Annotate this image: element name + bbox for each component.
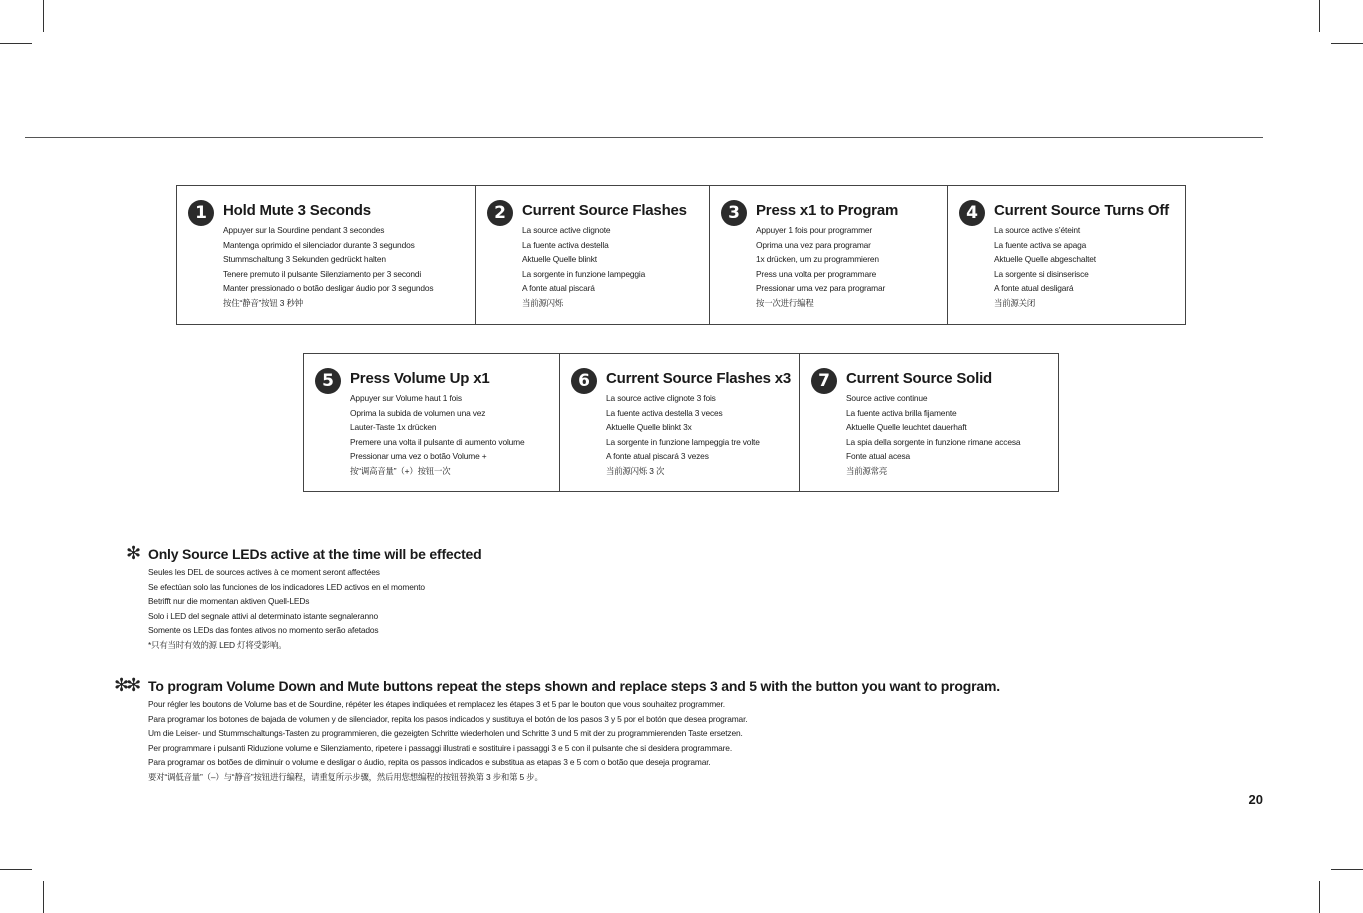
step-number-badge: 4 xyxy=(959,200,985,226)
translation-line: La fuente activa destella xyxy=(522,239,609,250)
crop-mark xyxy=(1331,869,1363,870)
translation-line: La fuente activa destella 3 veces xyxy=(606,407,723,418)
translation-line: Para programar los botones de bajada de volumen y de silenciador, repita los pasos indicados y sustituya el botón de los pasos 3 y 5 por el botón que desea programar. xyxy=(148,713,748,724)
translation-line: 要对“调低音量”（–）与“静音”按钮进行编程，请重复所示步骤，然后用您想编程的按钮替换第 3 步和第 5 步。 xyxy=(148,771,543,782)
step-6 xyxy=(559,354,799,491)
asterisk-icon: ✻ xyxy=(126,543,139,564)
crop-mark xyxy=(1331,43,1363,44)
steps-row-1 xyxy=(176,185,1186,325)
translation-line: La sorgente in funzione lampeggia xyxy=(522,268,646,279)
crop-mark xyxy=(43,881,44,913)
step-7 xyxy=(799,354,1058,491)
footnote-translations xyxy=(148,697,1000,785)
crop-mark xyxy=(0,869,32,870)
translation-line: Manter pressionado o botão desligar áudio por 3 segundos xyxy=(223,283,434,294)
translation-line: Pressionar uma vez o botão Volume + xyxy=(350,451,487,462)
crop-mark xyxy=(1319,881,1320,913)
step-translations xyxy=(846,391,1020,479)
double-asterisk-icon: ✻✻ xyxy=(114,675,139,696)
step-2 xyxy=(475,186,709,324)
step-title: Current Source Flashes xyxy=(522,202,687,219)
footnote-single-asterisk xyxy=(126,543,482,653)
translation-line: Pour régler les boutons de Volume bas et de Sourdine, répéter les étapes indiquées et remplacez les étapes 3 et 5 par le bouton que vous souhaitez programmer. xyxy=(148,699,725,709)
translation-line: Fonte atual acesa xyxy=(846,451,911,462)
steps-row-2 xyxy=(303,353,1059,492)
translation-line: 当前源关闭 xyxy=(994,297,1036,308)
translation-line: La source active s’éteint xyxy=(994,225,1081,235)
translation-line: La source active clignote 3 fois xyxy=(606,393,716,403)
step-title: Current Source Turns Off xyxy=(994,202,1169,219)
translation-line: Aktuelle Quelle leuchtet dauerhaft xyxy=(846,422,967,433)
translation-line: Mantenga oprimido el silenciador durante 3 segundos xyxy=(223,239,415,250)
translation-line: Um die Leiser- und Stummschaltungs-Tasten zu programmieren, die gezeigten Schritte wiederholen und Schritte 3 und 5 mit der zu programmierenden Taste ersetzen. xyxy=(148,728,743,739)
step-translations xyxy=(606,391,760,479)
translation-line: Tenere premuto il pulsante Silenziamento per 3 secondi xyxy=(223,268,422,279)
translation-line: Seules les DEL de sources actives à ce moment seront affectées xyxy=(148,567,380,577)
translation-line: Betrifft nur die momentan aktiven Quell-LEDs xyxy=(148,596,310,607)
step-number-badge: 1 xyxy=(188,200,214,226)
translation-line: La source active clignote xyxy=(522,225,611,235)
step-4 xyxy=(947,186,1185,324)
translation-line: Appuyer sur la Sourdine pendant 3 secondes xyxy=(223,225,385,235)
footnote-title: To program Volume Down and Mute buttons repeat the steps shown and replace steps 3 and 5 with the button you want to program. xyxy=(148,678,1000,694)
translation-line: 按“调高音量”（+）按钮一次 xyxy=(350,465,451,476)
step-number-badge: 3 xyxy=(721,200,747,226)
step-number-badge: 6 xyxy=(571,368,597,394)
translation-line: *只有当时有效的源 LED 灯将受影响。 xyxy=(148,639,287,650)
crop-mark xyxy=(43,0,44,32)
translation-line: A fonte atual piscará 3 vezes xyxy=(606,451,709,462)
translation-line: Premere una volta il pulsante di aumento volume xyxy=(350,436,525,447)
translation-line: La fuente activa se apaga xyxy=(994,239,1087,250)
step-title: Press x1 to Program xyxy=(756,202,899,219)
translation-line: Source active continue xyxy=(846,393,928,403)
translation-line: La fuente activa brilla fijamente xyxy=(846,407,957,418)
step-1 xyxy=(177,186,475,324)
translation-line: Oprima una vez para programar xyxy=(756,239,871,250)
translation-line: Press una volta per programmare xyxy=(756,268,877,279)
footnote-double-asterisk xyxy=(114,675,1000,785)
translation-line: 1x drücken, um zu programmieren xyxy=(756,254,879,265)
page-number: 20 xyxy=(1248,792,1263,807)
step-translations xyxy=(522,223,645,311)
translation-line: Solo i LED del segnale attivi al determinato istante segnaleranno xyxy=(148,610,379,621)
translation-line: La sorgente si disinserisce xyxy=(994,268,1089,279)
translation-line: 当前源闪烁 3 次 xyxy=(606,465,665,476)
translation-line: Appuyer sur Volume haut 1 fois xyxy=(350,393,462,403)
translation-line: Stummschaltung 3 Sekunden gedrückt halten xyxy=(223,254,386,265)
step-title: Current Source Flashes x3 xyxy=(606,370,792,387)
translation-line: Aktuelle Quelle blinkt 3x xyxy=(606,422,692,433)
translation-line: A fonte atual piscará xyxy=(522,283,595,294)
translation-line: Aktuelle Quelle abgeschaltet xyxy=(994,254,1096,265)
translation-line: Lauter-Taste 1x drücken xyxy=(350,422,437,433)
translation-line: Oprima la subida de volumen una vez xyxy=(350,407,486,418)
footnote-translations xyxy=(148,565,481,653)
crop-mark xyxy=(1319,0,1320,32)
step-title: Press Volume Up x1 xyxy=(350,370,490,387)
step-3 xyxy=(709,186,947,324)
translation-line: 当前源常亮 xyxy=(846,465,888,476)
translation-line: La spia della sorgente in funzione rimane accesa xyxy=(846,436,1021,447)
step-number-badge: 2 xyxy=(487,200,513,226)
step-number-badge: 7 xyxy=(811,368,837,394)
translation-line: 按一次进行编程 xyxy=(756,297,814,308)
step-translations xyxy=(994,223,1096,311)
translation-line: Somente os LEDs das fontes ativos no momento serão afetados xyxy=(148,625,379,636)
step-translations xyxy=(756,223,885,311)
crop-mark xyxy=(0,43,32,44)
step-translations xyxy=(223,223,433,311)
translation-line: 按住“静音”按钮 3 秒钟 xyxy=(223,297,303,308)
translation-line: La sorgente in funzione lampeggia tre volte xyxy=(606,436,760,447)
step-title: Hold Mute 3 Seconds xyxy=(223,202,371,219)
translation-line: Aktuelle Quelle blinkt xyxy=(522,254,597,265)
translation-line: Se efectúan solo las funciones de los indicadores LED activos en el momento xyxy=(148,581,425,592)
step-5 xyxy=(304,354,559,491)
translation-line: Appuyer 1 fois pour programmer xyxy=(756,225,873,235)
step-translations xyxy=(350,391,525,479)
header-rule xyxy=(25,137,1263,138)
translation-line: Pressionar uma vez para programar xyxy=(756,283,886,294)
step-title: Current Source Solid xyxy=(846,370,993,387)
translation-line: A fonte atual desligará xyxy=(994,283,1074,294)
translation-line: 当前源闪烁 xyxy=(522,297,564,308)
step-number-badge: 5 xyxy=(315,368,341,394)
translation-line: Per programmare i pulsanti Riduzione volume e Silenziamento, ripetere i passaggi illustrati e sostituire i passaggi 3 e 5 con il pulsante che si desidera programmare. xyxy=(148,742,732,753)
translation-line: Para programar os botões de diminuir o volume e desligar o áudio, repita os passos indicados e substitua as etapas 3 e 5 com o botão que deseja programar. xyxy=(148,757,711,768)
footnote-title: Only Source LEDs active at the time will be effected xyxy=(148,546,482,562)
